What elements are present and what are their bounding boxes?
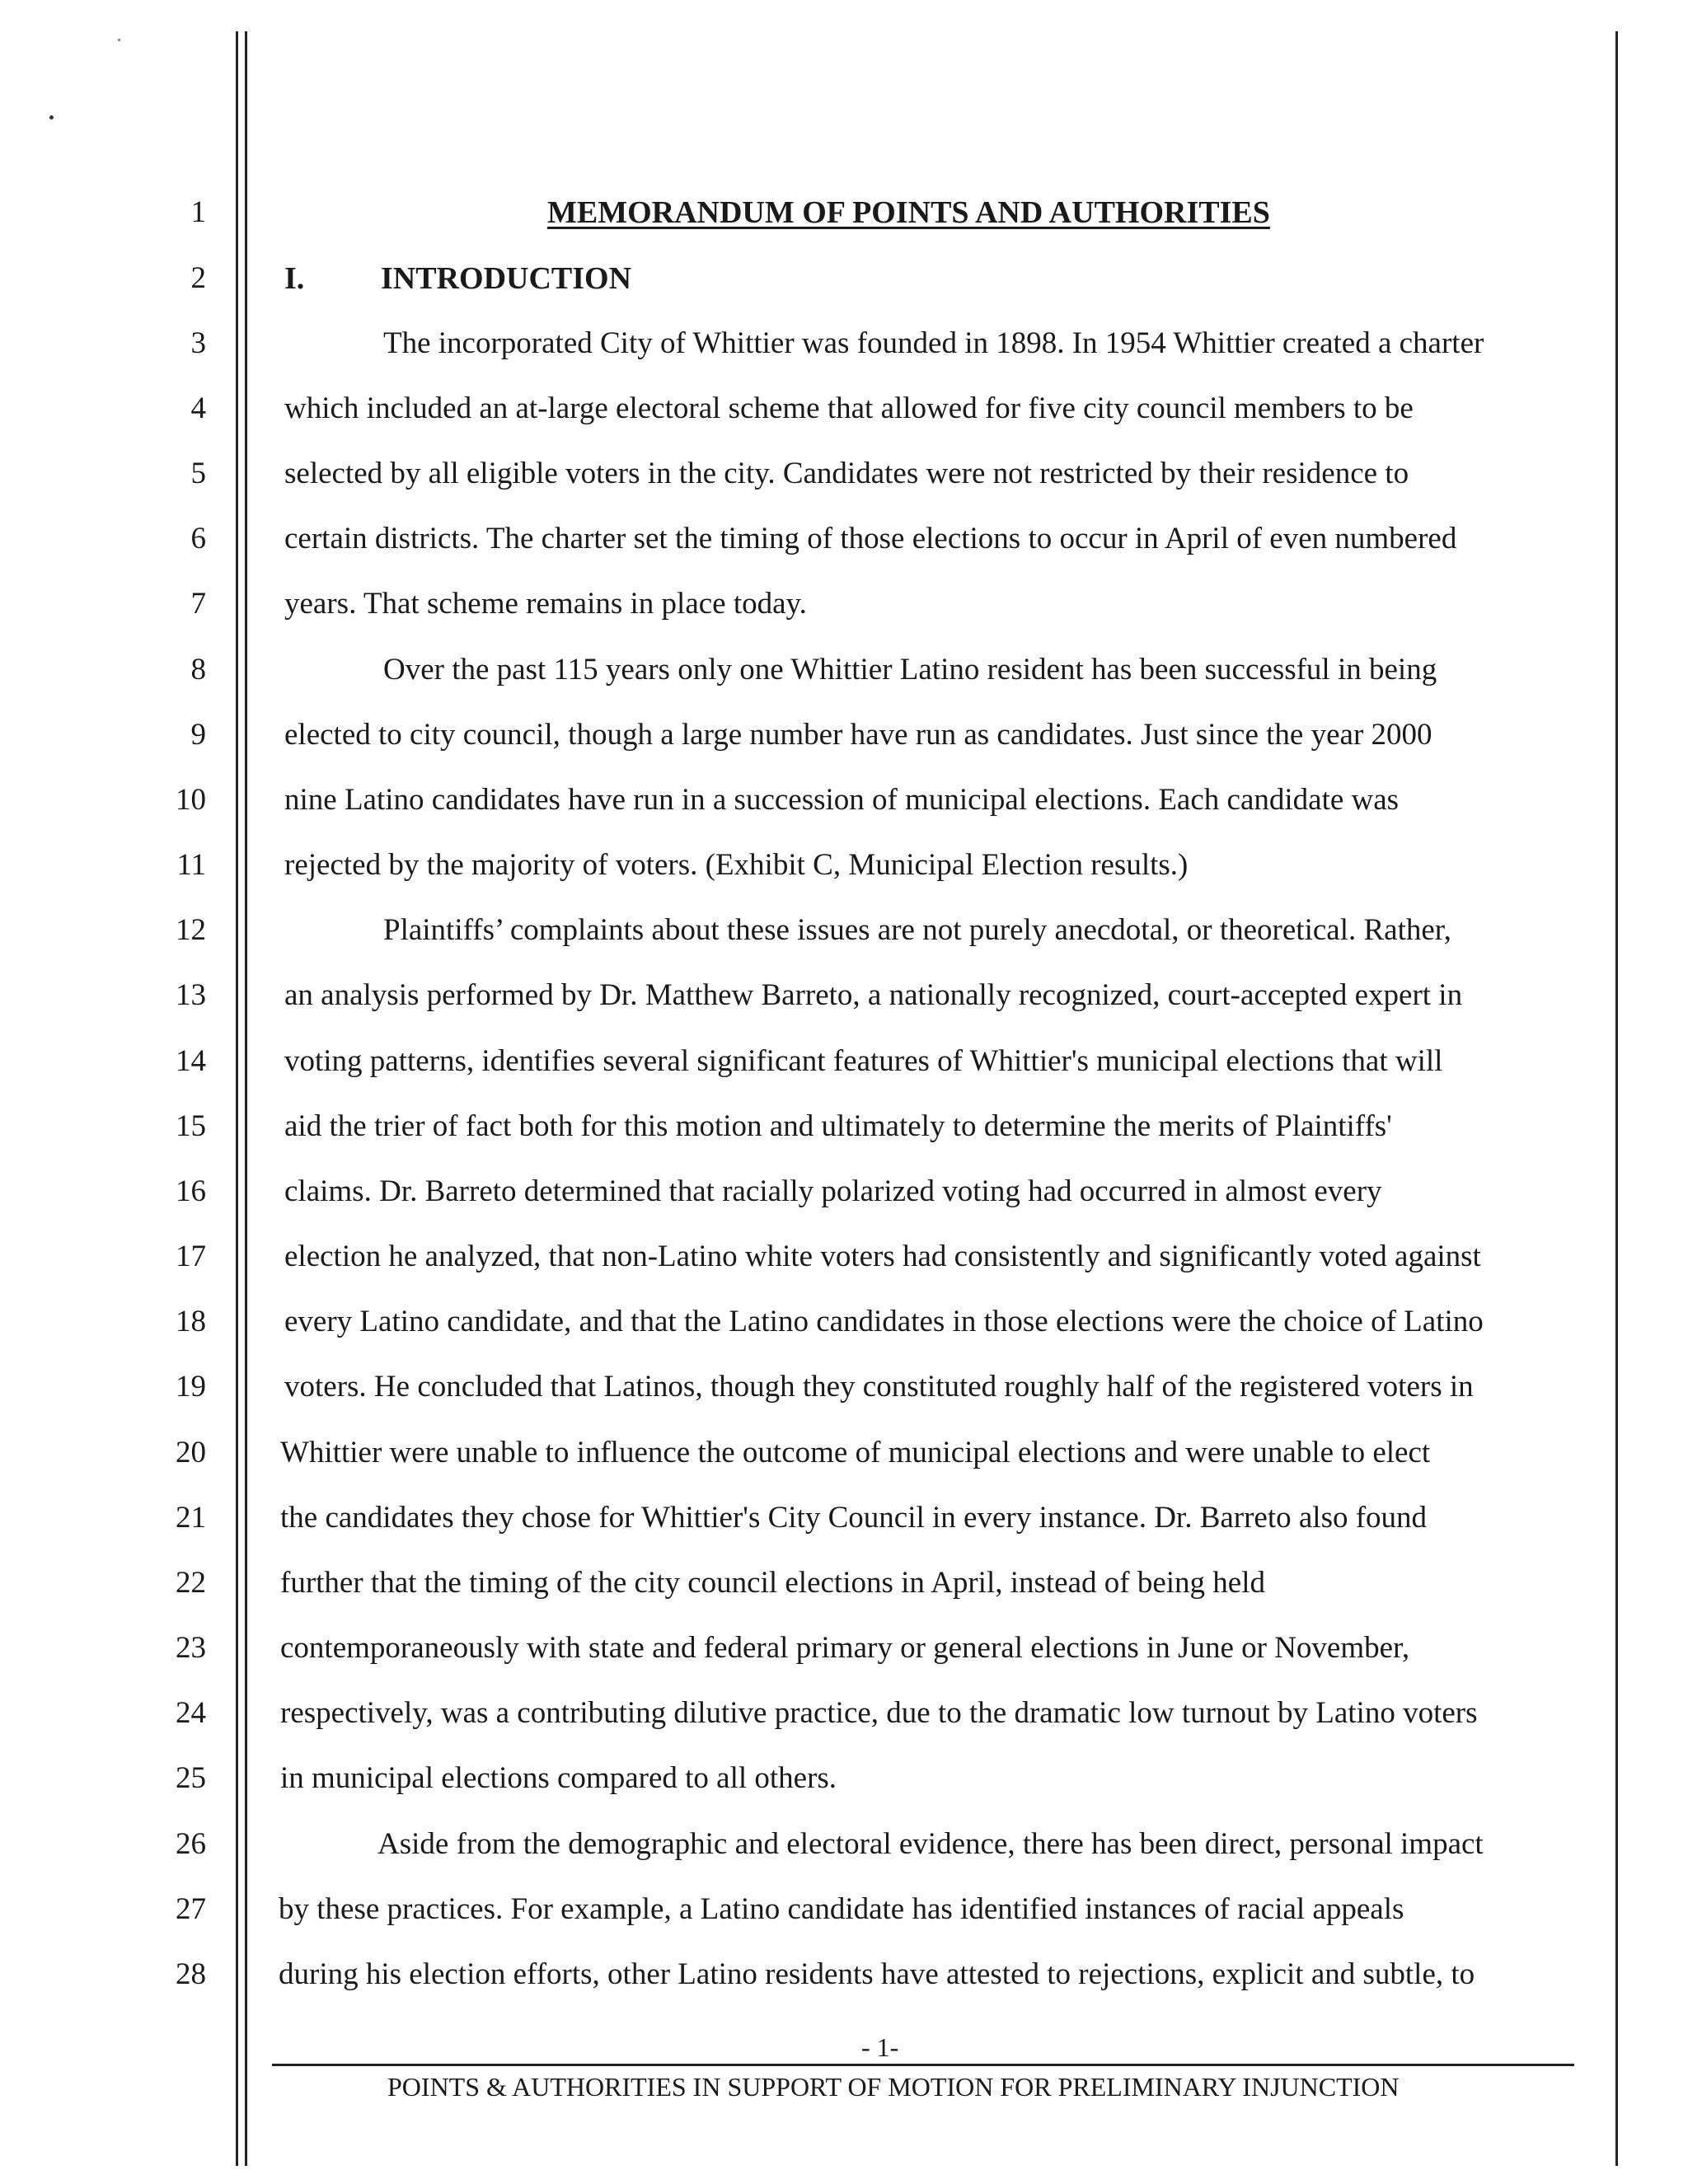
line-number: 14: [176, 1044, 206, 1078]
footer-title: POINTS & AUTHORITIES IN SUPPORT OF MOTION FOR PRELIMINARY INJUNCTION: [387, 2072, 1400, 2102]
line-number: 28: [176, 1957, 206, 1991]
body-line: during his election efforts, other Latino residents have attested to rejections, explicit and subtle, to: [279, 1957, 1475, 1991]
section-number: I.: [284, 261, 305, 296]
line-number: 4: [190, 391, 206, 425]
body-line: Whittier were unable to influence the outcome of municipal elections and were unable to elect: [280, 1436, 1431, 1469]
right-margin-rule: [1615, 31, 1618, 2166]
body-line: rejected by the majority of voters. (Exhibit C, Municipal Election results.): [284, 848, 1189, 882]
line-number: 18: [176, 1305, 206, 1338]
page-number: - 1-: [861, 2032, 899, 2062]
body-line: respectively, was a contributing dilutive practice, due to the dramatic low turnout by Latino voters: [280, 1696, 1478, 1730]
line-number: 7: [190, 587, 206, 621]
body-line: Plaintiffs’ complaints about these issues are not purely anecdotal, or theoretical. Rather,: [383, 913, 1451, 947]
line-number: 24: [176, 1696, 206, 1730]
body-line: voting patterns, identifies several significant features of Whittier's municipal elections that will: [284, 1044, 1443, 1078]
body-line: selected by all eligible voters in the city. Candidates were not restricted by their residence to: [284, 457, 1409, 490]
left-margin-rule: [236, 31, 238, 2166]
line-number: 21: [176, 1501, 206, 1535]
body-line: further that the timing of the city council elections in April, instead of being held: [280, 1566, 1266, 1600]
line-number: 26: [176, 1827, 206, 1861]
footer-rule: [272, 2064, 1574, 2066]
body-line: in municipal elections compared to all others.: [280, 1761, 837, 1795]
body-line: claims. Dr. Barreto determined that racially polarized voting had occurred in almost every: [284, 1174, 1382, 1208]
line-number: 20: [176, 1436, 206, 1469]
scan-speck: [118, 39, 120, 41]
line-number: 16: [176, 1174, 206, 1208]
section-heading: INTRODUCTION: [381, 261, 632, 296]
line-number: 23: [176, 1631, 206, 1665]
body-line: which included an at-large electoral scheme that allowed for five city council members to be: [284, 391, 1414, 425]
line-number: 22: [176, 1566, 206, 1600]
line-number: 6: [190, 522, 206, 555]
scan-speck: [49, 115, 54, 120]
document-title: MEMORANDUM OF POINTS AND AUTHORITIES: [547, 195, 1270, 230]
line-number: 13: [176, 978, 206, 1012]
body-line: an analysis performed by Dr. Matthew Barreto, a nationally recognized, court-accepted expert in: [284, 978, 1463, 1012]
line-number: 2: [190, 261, 206, 295]
body-line: elected to city council, though a large number have run as candidates. Just since the year 2000: [284, 718, 1432, 752]
line-number: 9: [190, 718, 206, 752]
line-number: 3: [190, 326, 206, 360]
line-number: 11: [176, 848, 206, 882]
line-number: 17: [176, 1240, 206, 1273]
body-line: nine Latino candidates have run in a succession of municipal elections. Each candidate was: [284, 783, 1400, 817]
line-number: 8: [190, 653, 206, 687]
line-number: 19: [176, 1370, 206, 1404]
body-line: years. That scheme remains in place today.: [284, 587, 807, 621]
line-number: 10: [176, 783, 206, 817]
line-number: 27: [176, 1892, 206, 1926]
line-number: 25: [176, 1761, 206, 1795]
line-number: 5: [190, 457, 206, 490]
line-number: 12: [176, 913, 206, 947]
body-line: contemporaneously with state and federal primary or general elections in June or November,: [280, 1631, 1410, 1665]
body-line: election he analyzed, that non-Latino white voters had consistently and significantly voted against: [284, 1240, 1481, 1273]
body-line: Aside from the demographic and electoral evidence, there has been direct, personal impact: [377, 1827, 1484, 1861]
line-number: 15: [176, 1109, 206, 1143]
left-margin-rule-inner: [245, 31, 247, 2166]
line-number: 1: [190, 195, 206, 229]
body-line: the candidates they chose for Whittier's City Council in every instance. Dr. Barreto also found: [280, 1501, 1428, 1535]
body-line: voters. He concluded that Latinos, though they constituted roughly half of the registered voters in: [284, 1370, 1474, 1404]
body-line: The incorporated City of Whittier was founded in 1898. In 1954 Whittier created a charter: [383, 326, 1484, 360]
body-line: by these practices. For example, a Latino candidate has identified instances of racial appeals: [279, 1892, 1404, 1926]
body-line: certain districts. The charter set the timing of those elections to occur in April of even numbered: [284, 522, 1457, 555]
body-line: Over the past 115 years only one Whittier Latino resident has been successful in being: [383, 653, 1437, 687]
body-line: every Latino candidate, and that the Latino candidates in those elections were the choice of Latino: [284, 1305, 1484, 1338]
body-line: aid the trier of fact both for this motion and ultimately to determine the merits of Plaintiffs': [284, 1109, 1392, 1143]
